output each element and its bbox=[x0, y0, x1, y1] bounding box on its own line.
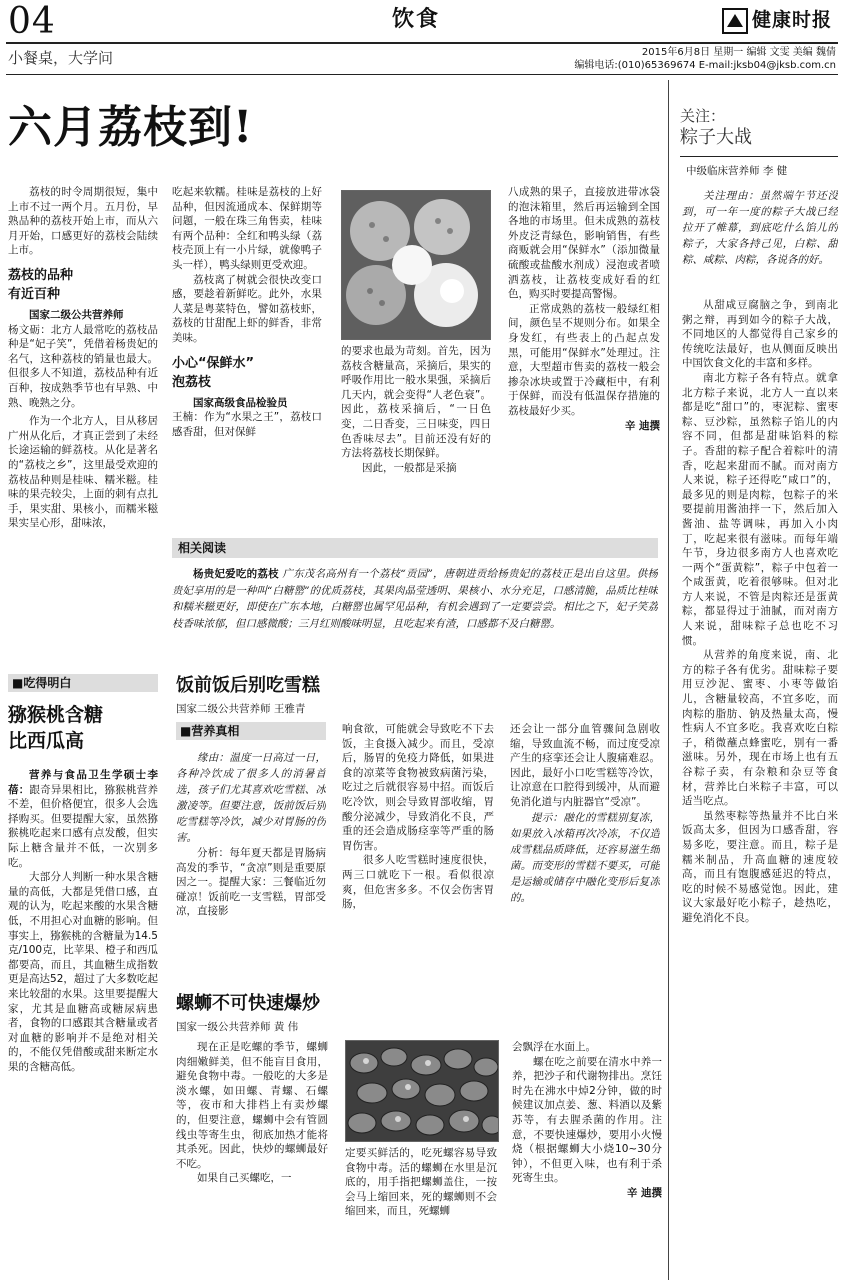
icecream-intro bbox=[176, 750, 326, 975]
snail-column-2 bbox=[345, 1146, 497, 1280]
logo-mark-icon bbox=[722, 8, 748, 34]
icecream-col2: 响食欲，可能就会导致吃不下去饭，主食摄入减少。而且，受凉后，肠胃的免疫力降低，如果进食的凉菜等食物被致病菌污染，吃过之后就很容易中招。而饭后吃冷饮，则会导致胃部收缩，胃酸分泌减少，导致消化不良，严重的还会造成肠痉挛等严重的肠胃伤害。 bbox=[342, 723, 494, 852]
byline-2: 国家高级食品检验员 bbox=[193, 396, 288, 409]
masthead-rule-2 bbox=[6, 74, 838, 75]
related-reading-body bbox=[172, 566, 658, 656]
lychee-photo bbox=[341, 190, 491, 340]
snail-col2: 定要买鲜活的，吃死螺容易导致食物中毒。活的螺蛳在水里是沉底的，用手指把螺蛳盖住，一按会马上缩回来，死的螺蛳则不会缩回来，而且，死螺蛳 bbox=[345, 1147, 497, 1218]
zongzi-title: 粽子大战 bbox=[680, 127, 752, 148]
icecream-column-3 bbox=[510, 722, 660, 976]
icecream-analysis: 分析：每年夏天都是胃肠病高发的季节，“贪凉”则是重要原因之一。提醒大家：三餐临近勿碰凉！饭前吃一支雪糕，胃部受凉，直接影 bbox=[176, 847, 326, 918]
lychee-column-2 bbox=[172, 185, 322, 525]
main-headline: 六月荔枝到! bbox=[8, 102, 254, 153]
lychee-col3-p2: 因此，一般都是采摘 bbox=[362, 461, 457, 474]
newspaper-logo bbox=[722, 6, 838, 36]
snail-byline: 国家一级公共营养师 黄 伟 bbox=[176, 1021, 299, 1033]
tagline: 小餐桌，大学问 bbox=[8, 49, 114, 67]
related-title: 杨贵妃爱吃的荔枝 bbox=[193, 568, 279, 580]
subhead-preservative-line1: 小心“保鲜水” bbox=[172, 355, 255, 371]
icecream-tip: 提示：融化的雪糕别复冻，如果放入冰箱再次冷冻，不仅造成雪糕品质降低，还容易滋生细菌。而变形的雪糕不要买，可能是运输或储存中融化变形后复冻的。 bbox=[510, 811, 660, 904]
kiwi-p1-text: 跟奇异果相比，猕猴桃营养不差，但价格便宜，很多人会选择购买。但要提醒大家，虽然猕猴桃吃起来口感有点发酸，但实际上糖含量并不低，一次别多吃。 bbox=[8, 783, 158, 869]
lychee-column-4 bbox=[508, 185, 660, 530]
lychee-p1: 杨文砺：北方人最常吃的荔枝品种是“妃子笑”，凭借着杨贵妃的名气，这种荔枝的销量也最大。但很多人不知道，荔枝品种有近百种，按成熟季节也有早熟、中熟、晚熟之分。 bbox=[8, 323, 158, 409]
contact-info: 编辑电话:(010)65369674 E-mail:jksb04@jksb.com.cn bbox=[574, 60, 836, 71]
icecream-boxed-intro: 缘由：温度一日高过一日，各种冷饮成了很多人的消暑首选，孩子们尤其喜欢吃雪糕、冰激凌等。但要注意，饭前饭后别吃雪糕等冷饮，减少对胃肠的伤害。 bbox=[176, 752, 326, 844]
zongzi-p4: 虽然枣粽等热量并不比白米饭高太多，但因为口感香甜，容易多吃，要注意。而且，粽子是糯米制品，升高血糖的速度较高，而且有饱腹感延迟的特点，吃的时候不易感觉饱。因此，建议大家最好吃小粽子，趁热吃，避免消化不良。 bbox=[682, 809, 838, 924]
icecream-tag bbox=[176, 722, 326, 740]
snail-column-1 bbox=[176, 1040, 328, 1280]
snail-headline: 螺蛳不可快速爆炒 bbox=[176, 993, 320, 1014]
icecream-col2b: 很多人吃雪糕时速度很快，两三口就吃下一根。看似很凉爽，但危害多多。不仅会伤害胃肠， bbox=[342, 854, 494, 911]
related-text: 广东茂名高州有一个荔枝“贡园”，唐朝进贡给杨贵妃的荔枝正是出自这里。供杨贵妃享用的是一种叫“白糖罂”的优质荔枝，其果肉晶莹透明、果核小、水分充足，口感清脆，品质比桂味和糯米糍更好，即使在广东本地，白糖罂也属罕见品种，有机会遇到了一定要尝尝。相比之下，妃子笑荔枝香味浓郁，但口感微酸；三月红则酸味明显，且吃起来有渣，口感都不及白糖罂。 bbox=[172, 568, 658, 630]
icecream-column-2 bbox=[342, 722, 494, 976]
kiwi-headline-line2: 比西瓜高 bbox=[8, 730, 85, 752]
kiwi-headline-line1: 猕猴桃含糖 bbox=[8, 704, 104, 726]
byline-1: 国家二级公共营养师 bbox=[29, 308, 124, 321]
column-divider bbox=[668, 80, 669, 1280]
lychee-col2-p2: 荔枝离了树就会很快改变口感，要趁着新鲜吃。此外，水果人菜是粤菜特色，譬如荔枝虾，荔枝的甘甜配上虾的鲜香，非常美味。 bbox=[172, 273, 322, 344]
snail-signoff: 辛 迪撰 bbox=[626, 1186, 662, 1199]
lychee-illustration bbox=[342, 191, 490, 339]
snail-col1b: 如果自己买螺吃，一 bbox=[197, 1172, 292, 1185]
zongzi-byline: 中级临床营养师 李 健 bbox=[686, 165, 788, 177]
kiwi-byline: 营养与食品卫生学硕士李蓓： bbox=[8, 769, 158, 796]
zongzi-p2: 南北方粽子各有特点。就拿北方粽子来说，北方人一直以来都是吃“甜口”的，枣泥粽、蜜枣粽、豆沙粽，虽然粽子馅儿的内容不同，但都是甜味馅料的粽子。香甜的粽子配合着粽叶的清香，吃起来甜而不腻。而对南方人来说，粽子还得吃“咸口”的，最多见的则是肉粽，包粽子的米要提前用酱油拌一下，然后加入酱油、盐等调味，再加入小肉丁，吃起来很有滋味。而每年端午节，身边很多南方人也喜欢吃一两个“蛋黄粽”，粽子中包着一个咸蛋黄，吃着很够味。但对北方人来说，不管是肉粽还是蛋黄粽，都显得过于油腻，而对南方人来说，甜味粽子总也吃不习惯。 bbox=[682, 371, 838, 647]
snail-column-3 bbox=[512, 1040, 662, 1280]
lychee-col4-p2: 正常成熟的荔枝一般绿红相间，颜色呈不规则分布。如果全身发红，有些表上的凸起点发黑，可能用“保鲜水”处理过。注意，大型超市售卖的荔枝一般会掺杂冰块或置于冷藏柜中，有利于保鲜，而没有低温保存措施的荔枝最好少买。 bbox=[508, 302, 660, 417]
lychee-col2-p3: 王楠：作为“水果之王”，荔枝口感香甜，但对保鲜 bbox=[172, 411, 322, 438]
snail-col1: 现在正是吃螺的季节，螺蛳肉细嫩鲜美，但不能盲目食用，避免食物中毒。一般吃的大多是淡水螺，如田螺、青螺、石螺等，夜市和大排档上有卖炒螺的，但要注意，螺蛳中会有管圆线虫等寄生虫，彻底加热才能将其杀死。因此，快炒的螺蛳最好不吃。 bbox=[176, 1041, 328, 1170]
section-title: 饮食 bbox=[392, 7, 441, 32]
kiwi-body bbox=[8, 768, 158, 1278]
related-reading-header bbox=[172, 538, 658, 558]
kiwi-tag-label: ■吃得明白 bbox=[12, 676, 72, 690]
page-number: 04 bbox=[8, 1, 56, 42]
snail-col3: 会飘浮在水面上。 bbox=[512, 1041, 596, 1053]
zongzi-kicker bbox=[680, 106, 752, 150]
kiwi-headline bbox=[8, 702, 103, 754]
zongzi-kicker-line: 关注： bbox=[680, 107, 726, 125]
subhead-preservative-line2: 泡荔枝 bbox=[172, 374, 212, 390]
kiwi-tag bbox=[8, 674, 158, 692]
zongzi-rule bbox=[680, 156, 838, 157]
subhead-preservative bbox=[172, 354, 322, 392]
snail-col3b: 螺在吃之前要在清水中养一养，把沙子和代谢物排出。烹饪时先在沸水中焯2分钟，做的时候建议加点姜、葱、料酒以及紫苏等，有去腥杀菌的作用。注意，不要快速爆炒，要用小火慢烧（根据螺蛳大小烧10~30分钟），不但更入味，也有利于杀死寄生虫。 bbox=[512, 1055, 662, 1185]
zongzi-p3: 从营养的角度来说，南、北方的粽子各有优劣。甜味粽子要用豆沙泥、蜜枣、小枣等做馅儿，含糖量较高，不宜多吃，而肉粽的脂肪、钠及热量太高，慢性病人不宜多吃。我喜欢吃白粽子，稍微蘸点蜂蜜吃，别有一番滋味。另外，现在市场上也有五谷粽子卖，有杂粮和杂豆等食材，营养比白米粽子丰富，可以适当吃点。 bbox=[682, 649, 838, 808]
lychee-column-1 bbox=[8, 185, 158, 655]
date-editors: 2015年6月8日 星期一 编辑 文雯 美编 魏倩 bbox=[641, 47, 836, 58]
masthead-rule bbox=[6, 42, 838, 44]
icecream-headline: 饭前饭后别吃雪糕 bbox=[176, 675, 320, 696]
subhead-varieties bbox=[8, 266, 158, 304]
lychee-p2: 作为一个北方人，目从移居广州从化后，才真正尝到了未经长途运输的鲜荔枝。从化是著名的“荔枝之乡”，这里最受欢迎的荔枝品种则是桂味、糯米糍。桂味的果壳较尖，上面的刺有点扎手，果实甜、果核小，而糯米糍果实呈心形，甜味浓， bbox=[8, 415, 158, 530]
subhead-varieties-line1: 荔枝的品种 bbox=[8, 267, 74, 283]
snail-illustration bbox=[346, 1041, 498, 1141]
icecream-tag-label: ■营养真相 bbox=[180, 724, 240, 738]
kiwi-p2: 大部分人判断一种水果含糖量的高低，大都是凭借口感，直观的认为，吃起来酸的水果含糖低，不用担心对血糖的影响。但事实上，猕猴桃的含糖量为14.5克/100克，比苹果、橙子和西瓜都要高，而且，其血糖生成指数更是高达52，超过了大多数吃起来比较甜的水果。这里要提醒大家，尤其是血糖高或糖尿病患者，食物的口感跟其含糖量或者对血糖的影响并不是绝对相关的，不能仅凭借酸或甜来断定水果的含糖高低。 bbox=[8, 871, 158, 1073]
icecream-col3: 还会让一部分血管骤间急剧收缩，导致血流不畅，而过度受凉产生的痉挛还会让人腹痛难忍。因此，最好小口吃雪糕等冷饮，让凉意在口腔得到缓冲，从而避免消化道与内脏器官“受凉”。 bbox=[510, 723, 660, 808]
zongzi-p1: 从甜咸豆腐脑之争，到南北粥之辩，再到如今的粽子大战，不同地区的人都觉得自己家乡的传统吃法最好，也从侧面反映出中国饮食文化的丰富和多样。 bbox=[682, 299, 838, 370]
lychee-intro: 荔枝的时令周期很短，集中上市不过一两个月。五月份，早熟品种的荔枝开始上市，而从六月开始，口感更好的荔枝会陆续上市。 bbox=[8, 186, 158, 257]
kiwi-p1 bbox=[8, 768, 158, 870]
lychee-col4-p1: 八成熟的果子，直接放进带冰袋的泡沫箱里，然后再运输到全国各地的市场里。但未成熟的荔枝外皮泛青绿色，影响销售，有些商贩就会用“保鲜水”（添加微量硫酸或盐酸水剂成）浸泡或者喷洒荔枝，让荔枝变成好看的红色，购买时要提高警惕。 bbox=[508, 186, 660, 301]
subhead-varieties-line2: 有近百种 bbox=[8, 286, 61, 302]
lychee-column-3 bbox=[341, 344, 491, 529]
zongzi-body bbox=[682, 188, 838, 1278]
snail-photo bbox=[345, 1040, 499, 1142]
lychee-col2-p1: 吃起来软糯。桂味是荔枝的上好品种，但因流通成本、保鲜期等问题，一般在珠三角售卖，桂味有两个品种：全红和鸭头绿（荔枝壳顶上有一小片绿，就像鸭子头一样），鸭头绿则更受欢迎。 bbox=[172, 186, 322, 271]
lychee-signoff: 辛 迪撰 bbox=[624, 419, 660, 432]
lychee-col3-p1: 的要求也最为苛刻。首先，因为荔枝含糖量高，采摘后，果实的呼吸作用比一般水果强，采摘后几天内，就会变得“人老色衰”。因此，荔枝采摘后，“一日色变，二日香变，三日味变，四日色香味尽去”。目前还没有好的方法将荔枝长期保鲜。 bbox=[341, 345, 491, 460]
related-reading-label: 相关阅读 bbox=[178, 541, 227, 555]
logo-text: 健康时报 bbox=[752, 9, 833, 31]
zongzi-focus: 关注理由：虽然端午节还没到，可一年一度的粽子大战已经拉开了帷幕，到底吃什么馅儿的粽子，大家各持己见，白粽、甜粽、咸粽、肉粽，各说各的好。 bbox=[682, 190, 838, 266]
icecream-byline: 国家二级公共营养师 王雅青 bbox=[176, 703, 306, 715]
